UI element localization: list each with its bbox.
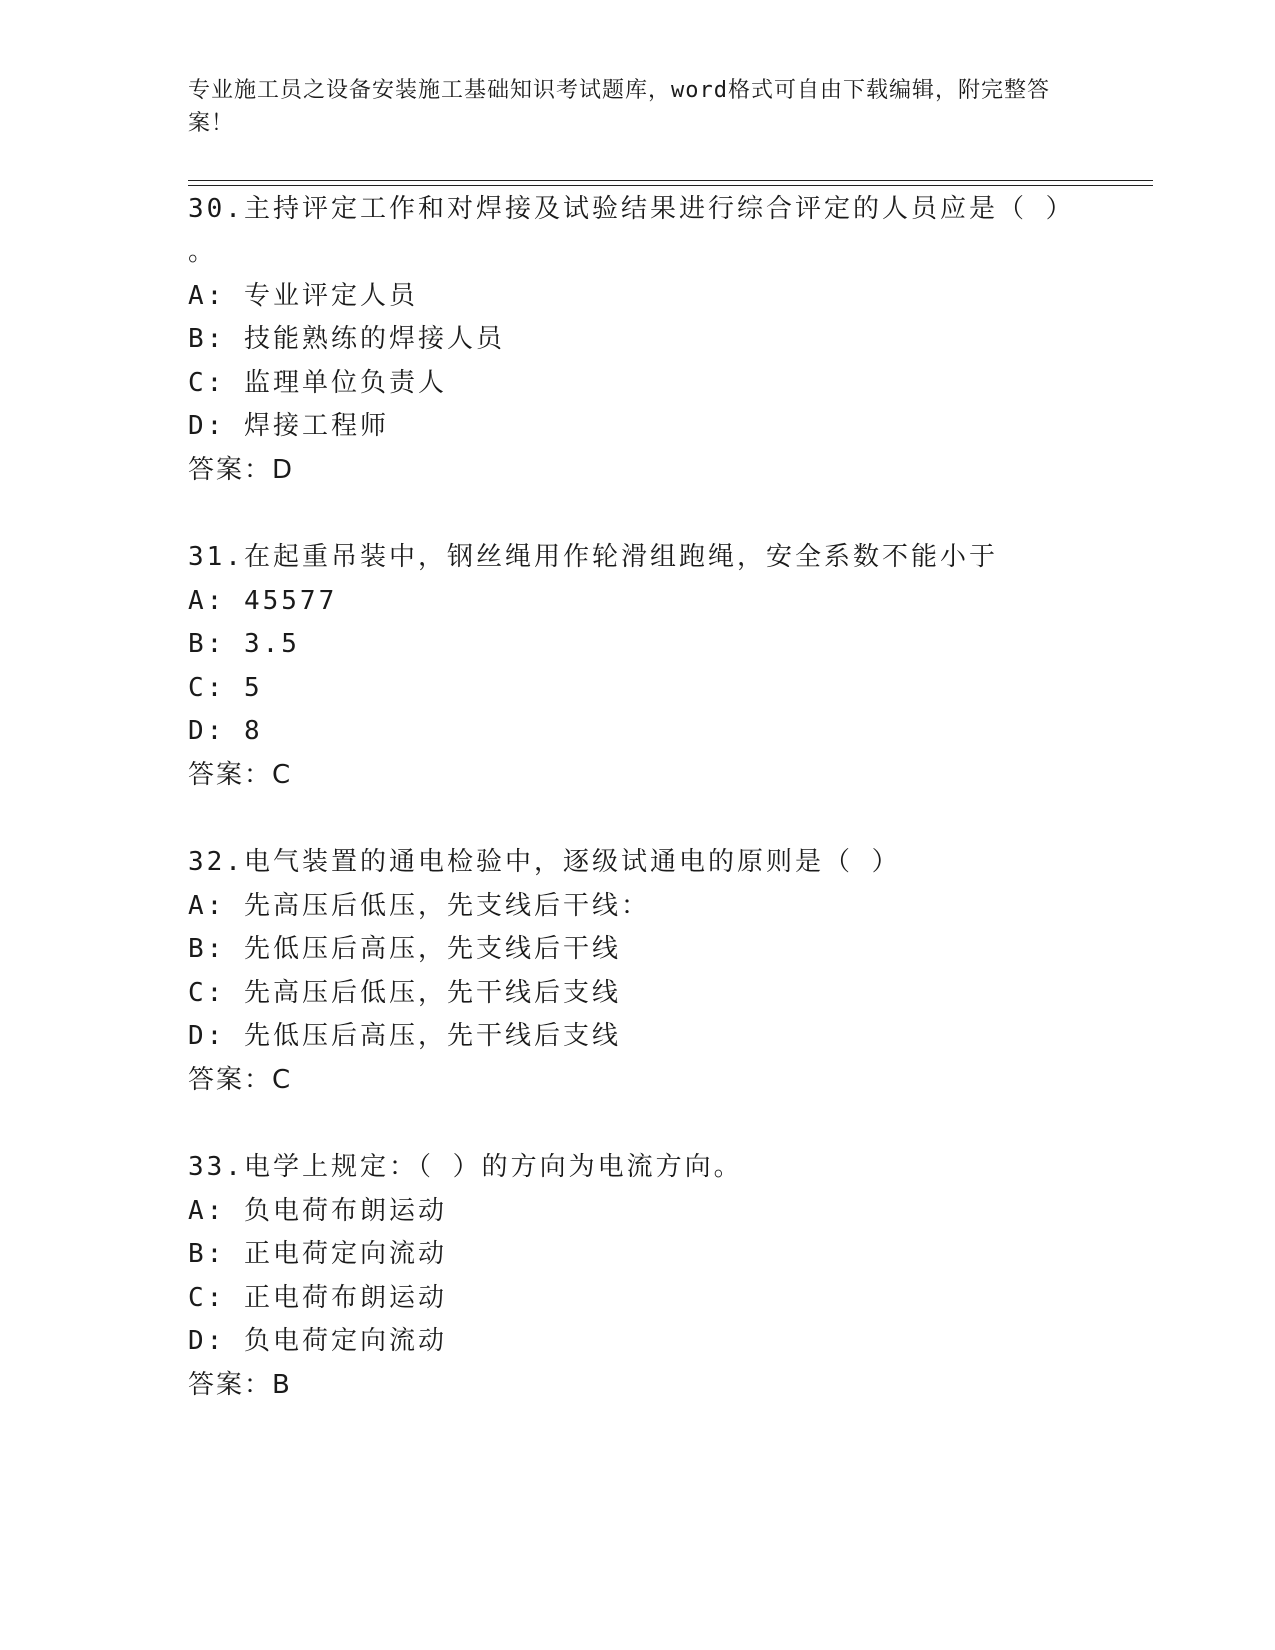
option-b: B: 技能熟练的焊接人员: [188, 324, 505, 354]
option-d: D: 焊接工程师: [188, 411, 389, 441]
option-b: B: 3.5: [188, 629, 300, 659]
option-a: A: 先高压后低压，先支线后干线：: [188, 891, 650, 921]
question-stem-continuation: 。: [188, 237, 218, 267]
option-b: B: 正电荷定向流动: [188, 1239, 447, 1269]
option-a: A: 45577: [188, 586, 338, 616]
option-c: C: 正电荷布朗运动: [188, 1283, 447, 1313]
option-d: D: 先低压后高压，先干线后支线: [188, 1021, 621, 1051]
option-d: D: 负电荷定向流动: [188, 1326, 447, 1356]
option-b: B: 先低压后高压，先支线后干线: [188, 934, 621, 964]
answer: 答案：D: [188, 455, 295, 485]
question-stem: 32.电气装置的通电检验中，逐级试通电的原则是（ ）: [188, 847, 901, 877]
document-header: 专业施工员之设备安装施工基础知识考试题库，word格式可自由下载编辑，附完整答案！: [188, 78, 1050, 136]
question-stem: 30.主持评定工作和对焊接及试验结果进行综合评定的人员应是（ ）: [188, 194, 1075, 224]
option-d: D: 8: [188, 716, 263, 746]
question-stem: 33.电学上规定：（ ）的方向为电流方向。: [188, 1152, 743, 1182]
option-a: A: 负电荷布朗运动: [188, 1196, 447, 1226]
question-stem: 31.在起重吊装中，钢丝绳用作轮滑组跑绳，安全系数不能小于: [188, 542, 998, 572]
answer: 答案：C: [188, 760, 293, 790]
option-c: C: 监理单位负责人: [188, 368, 447, 398]
answer: 答案：C: [188, 1065, 293, 1095]
answer: 答案：B: [188, 1370, 292, 1400]
option-a: A: 专业评定人员: [188, 281, 418, 311]
option-c: C: 5: [188, 673, 263, 703]
header-divider-top: [188, 180, 1153, 181]
option-c: C: 先高压后低压，先干线后支线: [188, 978, 621, 1008]
header-divider-bottom: [188, 185, 1153, 186]
